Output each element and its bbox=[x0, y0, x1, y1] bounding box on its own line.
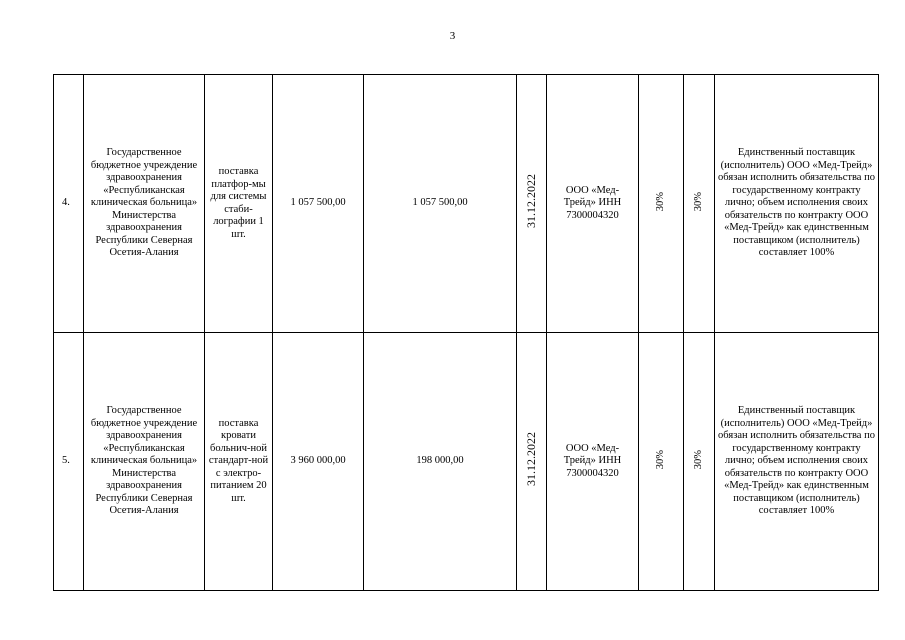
pct1-text: 30% bbox=[654, 191, 666, 211]
row-number: 4. bbox=[54, 75, 84, 333]
organization-cell: Государственное бюджетное учреждение здравоохранения «Республиканская клиническая больница» Министерства здравоохранения Республики Северная Осетия-Алания bbox=[84, 75, 205, 333]
date-text: 31.12.2022 bbox=[524, 174, 539, 229]
date-cell bbox=[517, 75, 547, 333]
note-cell: Единственный поставщик (исполнитель) ООО «Мед-Трейд» обязан исполнить обязательства по государственному контракту лично; объем исполнения своих обязательств по контракту ООО «Мед-Трейд» как единственным поставщиком (исполнитель) составляет 100% bbox=[715, 333, 879, 591]
pct2-text: 30% bbox=[692, 191, 704, 211]
note-cell: Единственный поставщик (исполнитель) ООО «Мед-Трейд» обязан исполнить обязательства по государственному контракту лично; объем исполнения своих обязательств по контракту ООО «Мед-Трейд» как единственным поставщиком (исполнитель) составляет 100% bbox=[715, 75, 879, 333]
price-cell: 3 960 000,00 bbox=[273, 333, 364, 591]
date-text: 31.12.2022 bbox=[524, 432, 539, 487]
pct2-text: 30% bbox=[692, 449, 704, 469]
contracts-table bbox=[53, 74, 879, 591]
subject-cell: поставка кровати больнич-ной стандарт-ной с электро-питанием 20 шт. bbox=[205, 333, 273, 591]
pct1-cell bbox=[639, 75, 684, 333]
pct1-text: 30% bbox=[654, 449, 666, 469]
date-cell bbox=[517, 333, 547, 591]
amount-cell: 1 057 500,00 bbox=[364, 75, 517, 333]
table-row bbox=[54, 333, 879, 591]
supplier-cell: ООО «Мед-Трейд» ИНН 7300004320 bbox=[547, 333, 639, 591]
pct2-cell bbox=[684, 75, 715, 333]
table-row bbox=[54, 75, 879, 333]
organization-cell: Государственное бюджетное учреждение здравоохранения «Республиканская клиническая больница» Министерства здравоохранения Республики Северная Осетия-Алания bbox=[84, 333, 205, 591]
pct2-cell bbox=[684, 333, 715, 591]
supplier-cell: ООО «Мед-Трейд» ИНН 7300004320 bbox=[547, 75, 639, 333]
amount-cell: 198 000,00 bbox=[364, 333, 517, 591]
page-number: 3 bbox=[449, 30, 456, 42]
price-cell: 1 057 500,00 bbox=[273, 75, 364, 333]
subject-cell: поставка платфор-мы для системы стаби-лографии 1 шт. bbox=[205, 75, 273, 333]
row-number: 5. bbox=[54, 333, 84, 591]
pct1-cell bbox=[639, 333, 684, 591]
